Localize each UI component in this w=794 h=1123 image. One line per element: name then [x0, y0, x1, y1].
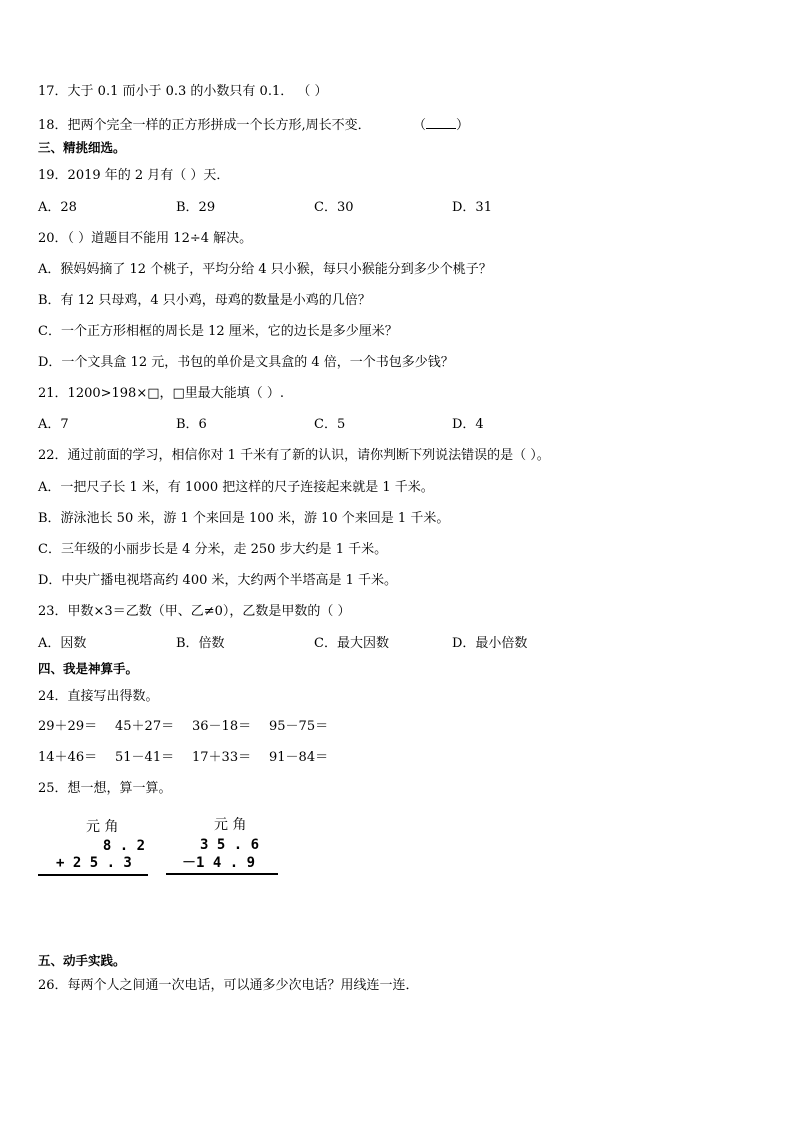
- calc2-rule: [166, 873, 278, 875]
- calc2-top: 3 5 . 6: [200, 837, 260, 853]
- q24-item: 51－41＝: [115, 750, 175, 765]
- calc1-bottom: + 2 5 . 3: [56, 855, 132, 871]
- calc2-units: 元 角: [214, 817, 247, 833]
- q22-option-d[interactable]: D．中央广播电视塔高约 400 米，大约两个半塔高是 1 千米。: [38, 573, 398, 588]
- q19-option-a[interactable]: A．28: [38, 200, 77, 215]
- q24-item: 95－75＝: [269, 719, 329, 734]
- q20-option-c[interactable]: C．一个正方形相框的周长是 12 厘米，它的边长是多少厘米？: [38, 324, 398, 339]
- q24-item: 29＋29＝: [38, 719, 98, 734]
- q23-stem: 23．甲数×3＝乙数（甲、乙≠0），乙数是甲数的（ ）: [38, 604, 351, 619]
- q18-text: 18．把两个完全一样的正方形拼成一个长方形,周长不变．: [38, 118, 371, 133]
- q24-stem: 24．直接写出得数。: [38, 689, 159, 704]
- calc1-rule: [38, 874, 148, 876]
- q23-option-d[interactable]: D．最小倍数: [452, 636, 528, 651]
- q22-option-b[interactable]: B．游泳池长 50 米，游 1 个来回是 100 米，游 10 个来回是 1 千米。: [38, 511, 450, 526]
- q20-stem: 20．（ ）道题目不能用 12÷4 解决。: [38, 231, 253, 246]
- q17: 17．大于 0.1 而小于 0.3 的小数只有 0.1． （ ）: [38, 84, 328, 99]
- q22-option-a[interactable]: A．一把尺子长 1 米，有 1000 把这样的尺子连接起来就是 1 千米。: [38, 480, 434, 495]
- q19-option-c[interactable]: C．30: [314, 200, 354, 215]
- q26-stem: 26．每两个人之间通一次电话，可以通多少次电话？用线连一连．: [38, 978, 419, 993]
- q21-option-a[interactable]: A．7: [38, 417, 69, 432]
- calc1-top: 8 . 2: [86, 838, 146, 854]
- q18-paren-open: （: [412, 118, 426, 133]
- q20-option-d[interactable]: D．一个文具盒 12 元，书包的单价是文具盒的 4 倍，一个书包多少钱？: [38, 355, 454, 370]
- section-3-title: 三、精挑细选。: [38, 140, 126, 155]
- q22-option-c[interactable]: C．三年级的小丽步长是 4 分米，走 250 步大约是 1 千米。: [38, 542, 388, 557]
- q22-stem: 22．通过前面的学习，相信你对 1 千米有了新的认识，请你判断下列说法错误的是（ ）。: [38, 448, 550, 463]
- q18: [38, 116, 469, 134]
- q24-item: 14＋46＝: [38, 750, 98, 765]
- section-5-title: 五、动手实践。: [38, 953, 126, 968]
- q24-item: 17＋33＝: [192, 750, 252, 765]
- q21-stem: 21．1200>198×□，□里最大能填（ ）.: [38, 386, 285, 401]
- q23-option-b[interactable]: B．倍数: [176, 636, 225, 651]
- q19-option-d[interactable]: D．31: [452, 200, 492, 215]
- q23-option-c[interactable]: C．最大因数: [314, 636, 389, 651]
- q20-option-b[interactable]: B．有 12 只母鸡，4 只小鸡，母鸡的数量是小鸡的几倍？: [38, 293, 371, 308]
- q23-option-a[interactable]: A．因数: [38, 636, 87, 651]
- q21-option-b[interactable]: B．6: [176, 417, 207, 432]
- q25-stem: 25．想一想，算一算。: [38, 781, 172, 796]
- q19-stem: 19．2019 年的 2 月有（ ）天．: [38, 168, 230, 183]
- calc1-units: 元 角: [86, 819, 119, 835]
- q21-option-d[interactable]: D．4: [452, 417, 484, 432]
- q19-option-b[interactable]: B．29: [176, 200, 216, 215]
- q18-paren-close: ）: [455, 118, 469, 133]
- section-4-title: 四、我是神算手。: [38, 661, 139, 676]
- q21-option-c[interactable]: C．5: [314, 417, 346, 432]
- q24-item: 91－84＝: [269, 750, 329, 765]
- q18-answer-blank[interactable]: [426, 116, 456, 129]
- q20-option-a[interactable]: A．猴妈妈摘了 12 个桃子，平均分给 4 只小猴，每只小猴能分到多少个桃子？: [38, 262, 492, 277]
- calc2-bottom: －1 4 . 9: [182, 855, 256, 871]
- q24-item: 36－18＝: [192, 719, 252, 734]
- q24-item: 45＋27＝: [115, 719, 175, 734]
